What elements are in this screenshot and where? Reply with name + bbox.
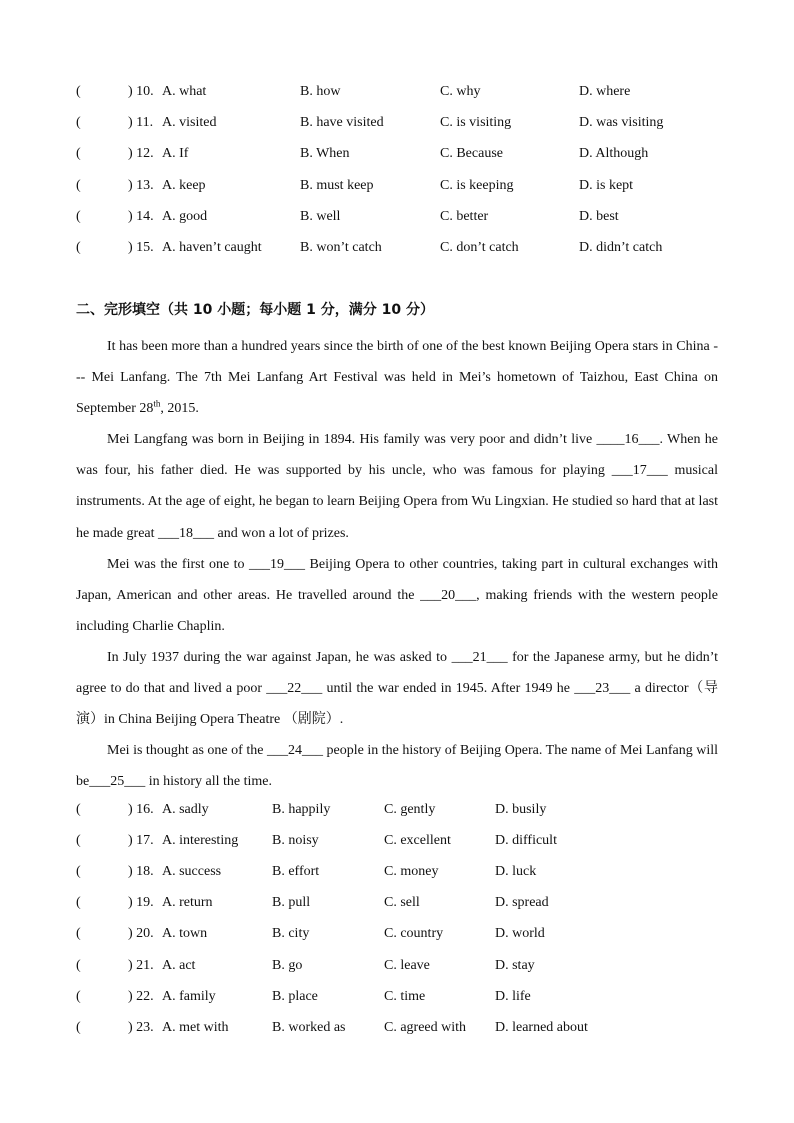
option-b: B. go xyxy=(272,958,303,973)
option-b: B. noisy xyxy=(272,833,319,848)
option-b: B. pull xyxy=(272,895,311,910)
option-a: A. family xyxy=(162,989,216,1004)
answer-blank-open: ( xyxy=(76,84,81,99)
option-d: D. life xyxy=(495,989,531,1004)
answer-blank-open: ( xyxy=(76,833,81,848)
option-d: D. spread xyxy=(495,895,549,910)
option-d: D. stay xyxy=(495,958,535,973)
question-number: ) 23. xyxy=(128,1020,154,1035)
option-a: A. town xyxy=(162,926,208,941)
option-a: A. visited xyxy=(162,115,217,130)
question-number: ) 21. xyxy=(128,958,154,973)
question-row-13 xyxy=(0,176,794,196)
question-number: ) 14. xyxy=(128,209,154,224)
question-number: ) 10. xyxy=(128,84,154,99)
option-b: B. have visited xyxy=(300,115,384,130)
option-d: D. world xyxy=(495,926,545,941)
question-row-22 xyxy=(0,987,794,1007)
option-c: C. is visiting xyxy=(440,115,512,130)
option-a: A. keep xyxy=(162,178,206,193)
passage-paragraph-3: Mei was the first one to ___19___ Beijing Opera to other countries, taking part in cultural exchanges with Japan, American and other areas. He travelled around the ___20___, making friends with the western people including Charlie Chaplin. xyxy=(76,556,718,634)
option-c: C. sell xyxy=(384,895,420,910)
option-b: B. won’t catch xyxy=(300,240,382,255)
option-c: C. why xyxy=(440,84,481,99)
option-b: B. happily xyxy=(272,802,331,817)
option-c: C. excellent xyxy=(384,833,451,848)
option-d: D. was visiting xyxy=(579,115,664,130)
answer-blank-open: ( xyxy=(76,802,81,817)
answer-blank-open: ( xyxy=(76,989,81,1004)
cloze-passage xyxy=(76,331,718,797)
option-d: D. didn’t catch xyxy=(579,240,663,255)
option-b: B. worked as xyxy=(272,1020,346,1035)
option-a: A. met with xyxy=(162,1020,229,1035)
option-a: A. If xyxy=(162,146,189,161)
question-row-18 xyxy=(0,862,794,882)
question-number: ) 20. xyxy=(128,926,154,941)
question-row-11 xyxy=(0,113,794,133)
option-d: D. difficult xyxy=(495,833,557,848)
answer-blank-open: ( xyxy=(76,178,81,193)
option-c: C. country xyxy=(384,926,444,941)
option-c: C. gently xyxy=(384,802,436,817)
passage-paragraph-5: Mei is thought as one of the ___24___ people in the history of Beijing Opera. The name of Mei Lanfang will be___25___ in history all the time. xyxy=(76,743,718,790)
option-a: A. interesting xyxy=(162,833,239,848)
question-row-14 xyxy=(0,207,794,227)
question-number: ) 11. xyxy=(128,115,154,130)
paragraph-1-text: It has been more than a hundred years since the birth of one of the best known Beijing Opera stars in China --- Mei Lanfang. The 7th Mei Lanfang Art Festival was held in Mei’s hometown of Taizhou, East China on September 28 xyxy=(76,339,718,417)
answer-blank-open: ( xyxy=(76,926,81,941)
answer-blank-open: ( xyxy=(76,1020,81,1035)
option-c: C. better xyxy=(440,209,489,224)
answer-blank-open: ( xyxy=(76,240,81,255)
question-number: ) 13. xyxy=(128,178,154,193)
question-row-12 xyxy=(0,144,794,164)
passage-paragraph-1 xyxy=(76,331,718,424)
answer-blank-open: ( xyxy=(76,864,81,879)
question-number: ) 17. xyxy=(128,833,154,848)
question-row-16 xyxy=(0,800,794,820)
option-c: C. leave xyxy=(384,958,430,973)
option-b: B. well xyxy=(300,209,341,224)
option-a: A. act xyxy=(162,958,196,973)
question-row-20 xyxy=(0,924,794,944)
question-row-23 xyxy=(0,1018,794,1038)
question-number: ) 18. xyxy=(128,864,154,879)
option-d: D. busily xyxy=(495,802,547,817)
option-b: B. When xyxy=(300,146,350,161)
option-a: A. success xyxy=(162,864,222,879)
question-number: ) 16. xyxy=(128,802,154,817)
option-d: D. where xyxy=(579,84,631,99)
option-c: C. is keeping xyxy=(440,178,514,193)
paragraph-1-tail: , 2015. xyxy=(160,401,199,417)
question-number: ) 12. xyxy=(128,146,154,161)
option-a: A. what xyxy=(162,84,207,99)
question-number: ) 22. xyxy=(128,989,154,1004)
option-a: A. good xyxy=(162,209,208,224)
answer-blank-open: ( xyxy=(76,146,81,161)
passage-paragraph-4: In July 1937 during the war against Japan, he was asked to ___21___ for the Japanese army, but he didn’t agree to do that and lived a poor ___22___ until the war ended in 1945. After 1949 he ___23___ a director（导演）in China Beijing Opera Theatre （剧院）. xyxy=(76,649,718,728)
option-b: B. how xyxy=(300,84,341,99)
option-b: B. must keep xyxy=(300,178,374,193)
option-d: D. Although xyxy=(579,146,649,161)
option-b: B. effort xyxy=(272,864,320,879)
option-a: A. sadly xyxy=(162,802,209,817)
option-c: C. money xyxy=(384,864,439,879)
option-c: C. agreed with xyxy=(384,1020,467,1035)
option-d: D. luck xyxy=(495,864,537,879)
question-row-21 xyxy=(0,956,794,976)
option-c: C. time xyxy=(384,989,426,1004)
option-d: D. learned about xyxy=(495,1020,588,1035)
answer-blank-open: ( xyxy=(76,209,81,224)
question-row-17 xyxy=(0,831,794,851)
answer-blank-open: ( xyxy=(76,115,81,130)
option-d: D. best xyxy=(579,209,619,224)
question-row-15 xyxy=(0,238,794,258)
answer-blank-open: ( xyxy=(76,958,81,973)
option-c: C. don’t catch xyxy=(440,240,519,255)
option-b: B. city xyxy=(272,926,310,941)
ordinal-suffix: th xyxy=(153,398,161,409)
question-number: ) 15. xyxy=(128,240,154,255)
passage-paragraph-2: Mei Langfang was born in Beijing in 1894. His family was very poor and didn’t live ____16___. When he was four, his father died. He was supported by his uncle, who was famous for playing ___17___ musical instruments. At the age of eight, he began to learn Beijing Opera from Wu Lingxian. He studied so hard that at last he made great ___18___ and won a lot of prizes. xyxy=(76,432,718,541)
option-b: B. place xyxy=(272,989,318,1004)
question-number: ) 19. xyxy=(128,895,154,910)
option-a: A. return xyxy=(162,895,213,910)
option-c: C. Because xyxy=(440,146,503,161)
option-d: D. is kept xyxy=(579,178,634,193)
question-row-19 xyxy=(0,893,794,913)
answer-blank-open: ( xyxy=(76,895,81,910)
question-row-10 xyxy=(0,82,794,102)
section-two-title: 二、完形填空（共 10 小题；每小题 1 分，满分 10 分） xyxy=(76,302,434,318)
option-a: A. haven’t caught xyxy=(162,240,262,255)
